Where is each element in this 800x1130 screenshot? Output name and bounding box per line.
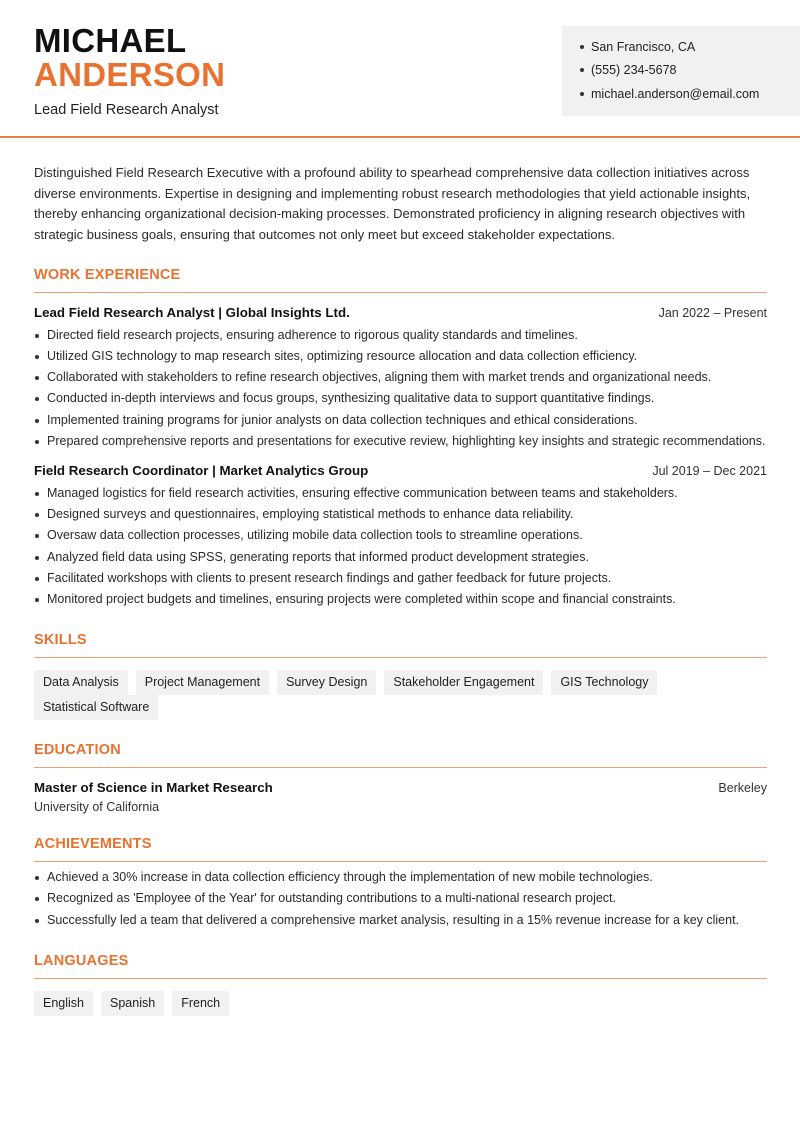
list-item: Successfully led a team that delivered a comprehensive market analysis, resulting in a 15% revenue increase for a key client. [34,910,767,931]
resume-body [34,163,767,1016]
job-role: Lead Field Research Analyst | Global Insights Ltd. [34,304,350,320]
language-tag: Spanish [101,991,164,1016]
last-name: ANDERSON [34,56,226,93]
school: University of California [34,800,160,815]
resume-header [0,0,800,138]
bullet-icon [580,68,584,72]
job-header [34,305,767,320]
job-entry [34,463,767,610]
list-item: Managed logistics for field research activities, ensuring effective communication between teams and stakeholders. [34,483,767,504]
education-location: Berkeley [718,781,767,796]
language-tag: English [34,991,93,1016]
list-item: Implemented training programs for junior analysts on data collection techniques and ethical considerations. [34,410,767,431]
achievements-list [34,867,767,931]
summary: Distinguished Field Research Executive with a profound ability to spearhead comprehensive data collection initiatives across diverse environments. Expertise in designing and implementing robust research methodologies that yield actionable insights, thereby enhancing organizational decision-making processes. Demonstrated proficiency in aligning research objectives with strategic business goals, ensuring that outcomes not only meet but exceed stakeholder expectations. [34,165,751,243]
skill-tag: Stakeholder Engagement [384,670,543,695]
job-dates: Jul 2019 – Dec 2021 [652,464,767,479]
skills-list [34,670,767,720]
bullet-icon [580,92,584,96]
job-bullets [34,325,767,452]
job-title: Lead Field Research Analyst [34,102,219,118]
first-name: MICHAEL [34,22,187,59]
section-title-achievements: ACHIEVEMENTS [34,836,767,862]
list-item: Oversaw data collection processes, utilizing mobile data collection tools to streamline operations. [34,525,767,546]
contact-location [580,35,800,59]
list-item: Conducted in-depth interviews and focus groups, synthesizing qualitative data to support quantitative findings. [34,388,767,409]
list-item: Facilitated workshops with clients to present research findings and gather feedback for future projects. [34,568,767,589]
bullet-icon [580,45,584,49]
list-item: Prepared comprehensive reports and presentations for executive review, highlighting key insights and strategic recommendations. [34,431,767,452]
education-header [34,780,767,795]
list-item: Collaborated with stakeholders to refine research objectives, aligning them with market trends and organizational needs. [34,367,767,388]
list-item: Achieved a 30% increase in data collection efficiency through the implementation of new mobile technologies. [34,867,767,888]
contact-box [562,26,800,116]
phone-text: (555) 234-5678 [591,63,677,78]
email-text: michael.anderson@email.com [591,86,760,101]
language-tag: French [172,991,229,1016]
skill-tag: Data Analysis [34,670,128,695]
job-dates: Jan 2022 – Present [658,305,767,320]
list-item: Analyzed field data using SPSS, generating reports that informed product development strategies. [34,547,767,568]
section-title-work: WORK EXPERIENCE [34,267,767,293]
list-item: Designed surveys and questionnaires, employing statistical methods to enhance data reliability. [34,504,767,525]
job-bullets [34,483,767,610]
contact-email [580,82,800,106]
job-role: Field Research Coordinator | Market Analytics Group [34,463,369,479]
languages-list [34,991,767,1016]
location-text: San Francisco, CA [591,39,696,54]
list-item: Recognized as 'Employee of the Year' for outstanding contributions to a multi-national research project. [34,888,767,909]
list-item: Utilized GIS technology to map research sites, optimizing resource allocation and data collection efficiency. [34,346,767,367]
name-block [34,24,225,118]
skill-tag: Project Management [136,670,269,695]
list-item: Directed field research projects, ensuring adherence to rigorous quality standards and timelines. [34,325,767,346]
section-title-skills: SKILLS [34,632,767,658]
skill-tag: Statistical Software [34,695,158,720]
job-entry [34,305,767,452]
education-entry [34,780,767,814]
skill-tag: Survey Design [277,670,376,695]
list-item: Monitored project budgets and timelines, ensuring projects were completed within scope and financial constraints. [34,589,767,610]
skill-tag: GIS Technology [551,670,657,695]
job-header [34,463,767,478]
section-title-languages: LANGUAGES [34,953,767,979]
section-title-education: EDUCATION [34,742,767,768]
degree: Master of Science in Market Research [34,780,273,796]
contact-phone [580,59,800,83]
